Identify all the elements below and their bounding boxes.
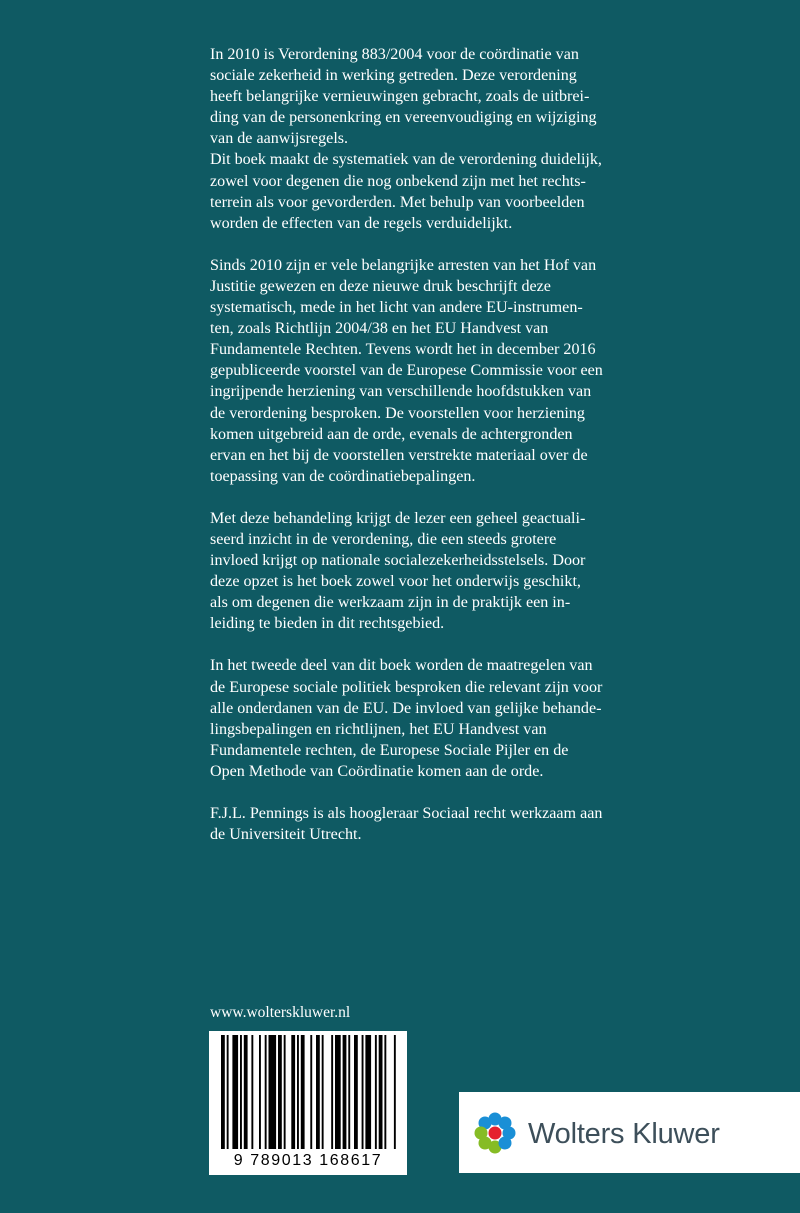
barcode-bar	[362, 1035, 364, 1149]
barcode-bar	[265, 1035, 267, 1149]
publisher-website[interactable]: www.wolterskluwer.nl	[210, 1004, 351, 1021]
paragraph-case-law: Sinds 2010 zijn er vele belangrijke arresten van het Hof van Justitie gewezen en deze nieuwe druk beschrijft deze systematisch, mede in het licht van andere EU-instrumen- ten, zoals Richtlijn 2004/38 en het EU Handvest van Fundamentele Rechten. Tevens wordt het in december 2016 gepubliceerde voorstel van de Europese Commissie voor een ingrijpende herziening van verschillende hoofdstukken van de verordening besproken. De voorstellen voor herziening komen uitgebreid aan de orde, evenals de achtergronden ervan en het bij de voorstellen verstrekte materiaal over de toepassing van de coördinatiebepalingen.	[210, 256, 603, 485]
barcode-bar	[251, 1035, 253, 1149]
author-bio: F.J.L. Pennings is als hoogleraar Sociaal recht werkzaam aan de Universiteit Utrecht.	[210, 805, 603, 844]
barcode-bar	[269, 1035, 277, 1149]
barcode-bar	[379, 1035, 383, 1149]
paragraph-systematics: Dit boek maakt de systematiek van de verordening duidelijk, zowel voor degenen die nog onbekend zijn met het rechts- terrein als voor gevorderden. Met behulp van voorbeelden worden de effecten van de regels verduidelijkt.	[210, 151, 602, 232]
barcode-bar	[240, 1035, 242, 1149]
barcode-bar	[322, 1035, 324, 1149]
barcode-bar	[232, 1035, 238, 1149]
barcode-bar	[278, 1035, 282, 1149]
barcode-bar	[284, 1035, 286, 1149]
barcode-bar	[310, 1035, 312, 1149]
wolters-kluwer-logo-icon	[473, 1111, 517, 1155]
barcode-bar	[301, 1035, 305, 1149]
paragraph-social-policy: In het tweede deel van dit boek worden de maatregelen van de Europese sociale politiek besproken die relevant zijn voor alle onderdanen van de EU. De invloed van gelijke behande- lingsbepalingen en richtlijnen, het EU Handvest van Fundamentele rechten, de Europese Sociale Pijler en de Open Methode van Coördinatie komen aan de orde.	[210, 657, 603, 780]
publisher-logo	[459, 1092, 800, 1173]
barcode-bar	[348, 1035, 350, 1149]
publisher-name: Wolters Kluwer	[528, 1118, 720, 1150]
barcode-bar	[335, 1035, 341, 1149]
barcode-bar	[291, 1035, 295, 1149]
back-cover-text	[210, 44, 630, 866]
paragraph-intro: In 2010 is Verordening 883/2004 voor de coördinatie van sociale zekerheid in werking getreden. Deze verordening heeft belangrijke vernieuwingen gebracht, zoals de uitbrei- ding van de personenkring en vereenvoudiging en wijziging van de aanwijsregels.	[210, 46, 597, 148]
barcode-bar	[259, 1035, 261, 1149]
isbn-barcode	[209, 1031, 407, 1175]
barcode-bar	[221, 1035, 225, 1149]
isbn-number: 9 789013 168617	[233, 1152, 383, 1169]
barcode-bar	[244, 1035, 248, 1149]
barcode-bar	[297, 1035, 299, 1149]
paragraph-reader-benefit: Met deze behandeling krijgt de lezer een geheel geactuali- seerd inzicht in de verordening, die een steeds grotere invloed krijgt op nationale socialezekerheidsstelsels. Door deze opzet is het boek zowel voor het onderwijs geschikt, als om degenen die werkzaam zijn in de praktijk een in- leiding te bieden in dit rechtsgebied.	[210, 509, 586, 633]
barcode-bar	[316, 1035, 320, 1149]
barcode-bar	[331, 1035, 333, 1149]
barcode-bar	[354, 1035, 358, 1149]
barcode-bar	[343, 1035, 347, 1149]
barcode-bar	[227, 1035, 229, 1149]
barcode-bar	[384, 1035, 386, 1149]
barcode-bar	[365, 1035, 371, 1149]
barcode-bar	[375, 1035, 377, 1149]
barcode-bar	[394, 1035, 396, 1149]
